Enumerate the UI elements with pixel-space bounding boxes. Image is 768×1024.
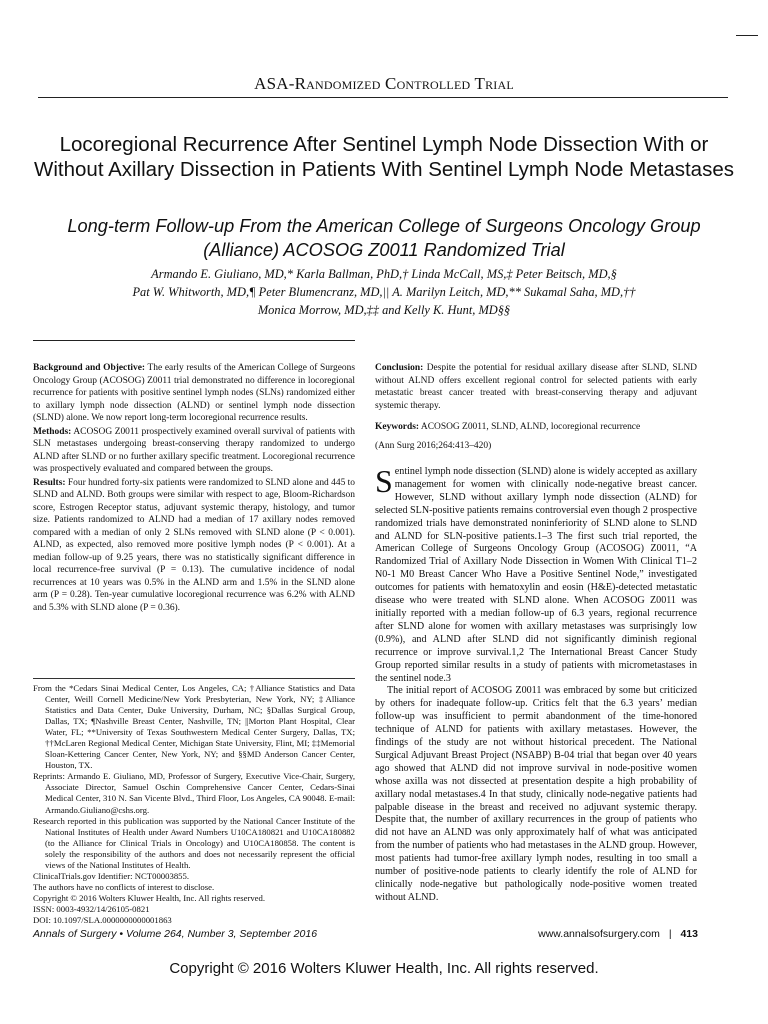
author-line: Armando E. Giuliano, MD,* Karla Ballman, PhD,† Linda McCall, MS,‡ Peter Beitsch, MD,§ (151, 267, 617, 281)
article-title: Locoregional Recurrence After Sentinel Lymph Node Dissection With or Without Axillary Dissection in Patients With Sentinel Lymph Node Metastases (34, 133, 734, 181)
abstract-background: Background and Objective: The early results of the American College of Surgeons Oncology Group (ACOSOG) Z0011 trial demonstrated no difference in locoregional recurrence for patients with positive sentinel lymph nodes (SLNs) randomized either to axillary lymph node dissection (ALND) or sentinel lymph node dissection (SLND) alone. We now report long-term locoregional recurrence results. (33, 363, 355, 423)
footnote-affiliations: From the *Cedars Sinai Medical Center, Los Angeles, CA; †Alliance Statistics and Data Center, Weill Cornell Medicine/New York Presbyterian, New York, NY; ‡Alliance Statistics and Data Center, Duke University, Durham, NC; §Dallas Surgical Group, Dallas, TX; ¶Nashville Breast Center, Nashville, TN; ||Morton Plant Hospital, Clear Water, FL; **University of Texas Southwestern Medical Center Surgery, Dallas, TX; ††McLaren Regional Medical Center, Michigan State University, Flint, MI; ‡‡Memorial Sloan-Kettering Cancer Center, New York, NY; and §§MD Anderson Cancer Center, Houston, TX. (33, 683, 355, 771)
footer-website[interactable]: www.annalsofsurgery.com (538, 928, 660, 940)
article-subtitle: Long-term Follow-up From the American College of Surgeons Oncology Group (Alliance) ACOSOG Z0011 Randomized Trial (67, 216, 701, 260)
body-paragraph: The initial report of ACOSOG Z0011 was embraced by some but criticized by others for inadequate follow-up. Critics felt that the 6.3 years’ median follow-up was insufficient to permit abandonment of the time-honored technique of ALND for patients with axillary metastases. However, the findings of the study are not without historical precedent. The National Surgical Adjuvant Breast Project (NSABP) B-04 trial that began over 40 years ago showed that ALND did not improve survival in node-positive women whose axilla was not dissected at presentation despite a high probability of axillary nodal metastases.4 In that study, clinically node-negative patients had palpable disease in the breast and received no adjuvant systemic therapy. Despite that, the number of axillary recurrences in the group of patients who did not have an ALND was only approximately half of what was anticipated from the number of patients who had metastases in the ALND group. However, most patients had tumor-free axillary lymph nodes, resulting in too small a number of positive-node patients to clearly identify the role of ALND for clinically node-negative but pathologically node-positive women treated without ALND. (375, 685, 697, 903)
footnote-reprints: Reprints: Armando E. Giuliano, MD, Professor of Surgery, Executive Vice-Chair, Surgery, Associate Director, Samuel Oschin Comprehensive Cancer Center, Cedars-Sinai Medical Center, 310 N. San Vicente Blvd., Third Floor, Los Angeles, CA 90048. E-mail: Armando.Giuliano@cshs.org. (33, 771, 355, 815)
copyright-banner: Copyright © 2016 Wolters Kluwer Health, Inc. All rights reserved. (169, 960, 599, 977)
section-label: ASA-Randomized Controlled Trial (254, 74, 514, 93)
footer-right (538, 928, 698, 940)
keywords: Keywords: ACOSOG Z0011, SLND, ALND, locoregional recurrence (375, 422, 641, 432)
footnote-doi: DOI: 10.1097/SLA.0000000000001863 (33, 914, 172, 925)
footnote-issn: ISSN: 0003-4932/14/26105-0821 (33, 903, 150, 914)
right-column (375, 362, 697, 905)
abstract-results: Results: Four hundred forty-six patients were randomized to SLND alone and 445 to SLND and ALND. Both groups were similar with respect to age, Bloom-Richardson score, Estrogen Receptor status, adjuvant systemic therapy, histology, and tumor size. Patients randomized to ALND had a median of 17 axillary nodes removed compared with a median of only 2 SLNs removed with SLND alone (P < 0.001). ALND, as expected, also removed more positive lymph nodes (P < 0.001). At a median follow-up of 9.25 years, there was no statistically significant difference in local recurrence-free survival (P = 0.13). The cumulative incidence of nodal recurrences at 10 years was 0.5% in the ALND arm and 1.5% in the SLND alone arm (P = 0.28). Ten-year cumulative locoregional recurrence was 6.2% with ALND and 5.3% with SLND alone (P = 0.36). (33, 477, 355, 613)
body-text (375, 463, 697, 905)
footnote-conflicts: The authors have no conflicts of interest to disclose. (33, 881, 215, 892)
page-number: 413 (680, 928, 698, 940)
author-line: Monica Morrow, MD,‡‡ and Kelly K. Hunt, MD§§ (257, 303, 511, 317)
abstract-rule (33, 340, 355, 341)
footnote-funding: Research reported in this publication was supported by the National Cancer Institute of the National Institutes of Health under Award Numbers U10CA180821 and U10CA180882 (to the Alliance for Clinical Trials in Oncology) and U10CA180858. The content is solely the responsibility of the authors and does not necessarily represent the official views of the National Institutes of Health. (33, 815, 355, 870)
footer-divider: | (668, 928, 672, 940)
author-list (40, 265, 728, 319)
citation: (Ann Surg 2016;264:413–420) (375, 440, 492, 451)
margin-mark (736, 35, 758, 36)
footnote-rule (33, 678, 355, 679)
drop-cap: S (375, 463, 393, 499)
footnotes (33, 683, 355, 926)
footnote-copyright: Copyright © 2016 Wolters Kluwer Health, Inc. All rights reserved. (33, 892, 266, 903)
footer-journal: Annals of Surgery • Volume 264, Number 3, September 2016 (33, 928, 318, 940)
author-line: Pat W. Whitworth, MD,¶ Peter Blumencranz, MD,|| A. Marilyn Leitch, MD,** Sukamal Saha, MD,†† (132, 285, 636, 299)
abstract (33, 362, 355, 615)
footnote-trial-id: ClinicalTrials.gov Identifier: NCT00003855. (33, 870, 190, 881)
abstract-conclusion: Conclusion: Despite the potential for residual axillary disease after SLND, SLND without ALND offers excellent regional control for selected patients with early metastatic breast cancer treated with breast-conserving therapy and adjuvant systemic therapy. (375, 363, 697, 411)
body-paragraph: Sentinel lymph node dissection (SLND) alone is widely accepted as axillary management for women with clinically node-negative breast cancer. However, SLND without axillary lymph node dissection (ALND) for selected SLN-positive patients remains controversial even though 2 prospective randomized trials have demonstrated noninferiority of SLND alone to SLND and ALND for SLN-positive patients.1–3 The first such trial reported, the American College of Surgeons Oncology Group (ACOSOG) Z0011, “A Randomized Trial of Axillary Node Dissection in Women With Clinical T1–2 N0-1 M0 Breast Cancer Who Have a Positive Sentinel Node,” investigated outcomes for patients with hematoxylin and eosin (H&E)-detected metastatic disease who were treated with SLND alone. When ACOSOG Z0011 was initially reported with a median follow-up of 6.3 years, regional recurrence after SLND alone for women with axillary metastases was surprisingly low (0.9%), and ALND after SLND did not significantly diminish regional recurrence or improve survival.1,2 The International Breast Cancer Study Group reported similar results in a study of patients with micrometastases in the sentinel node.3 (375, 463, 697, 684)
abstract-methods: Methods: ACOSOG Z0011 prospectively examined overall survival of patients with SLN metastases undergoing breast-conserving therapy randomized to undergo ALND after SLND or no further axillary specific treatment. Locoregional recurrence was prospectively evaluated and compared between the groups. (33, 426, 355, 474)
header-rule (38, 97, 728, 98)
